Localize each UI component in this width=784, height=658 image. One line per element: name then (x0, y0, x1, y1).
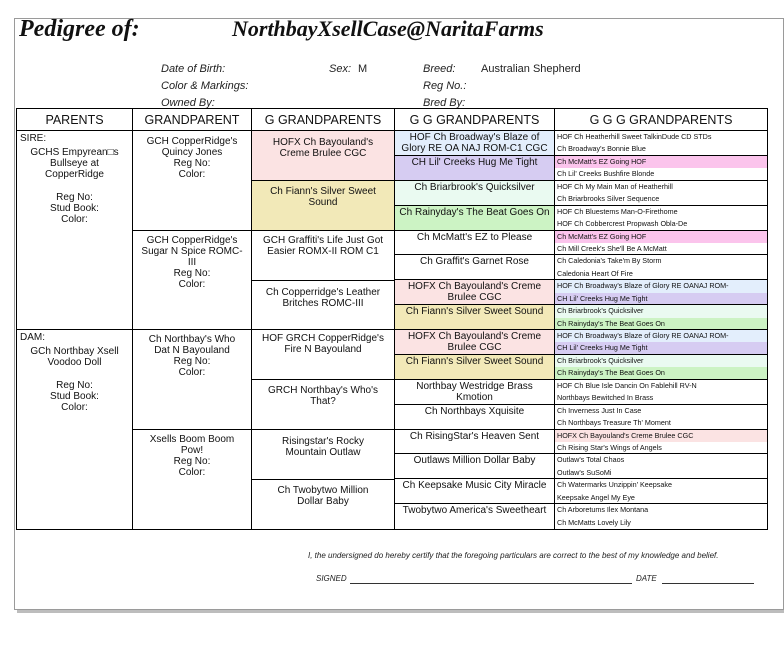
ggg-grandparent-cell: HOF Ch Bluestems Man-O-Firethome (555, 206, 767, 218)
ggg-grandparent-cell: Ch McMatt's EZ Going HOF (555, 156, 767, 168)
grandparent-color: Color: (178, 169, 206, 180)
gg-grandparent-cell: Ch Fiann's Silver Sweet Sound (395, 305, 555, 330)
sire-label: SIRE: (20, 133, 47, 144)
signature-line[interactable] (350, 583, 632, 584)
sire-stud-book: Stud Book: (50, 203, 99, 214)
sex-label: Sex: (329, 63, 352, 75)
color-markings-label: Color & Markings: (161, 80, 249, 92)
grandparent-name: GCH CopperRidge's Quincy Jones (146, 136, 238, 158)
gg-grandparent-cell: Outlaws Million Dollar Baby (395, 454, 555, 479)
grandparent-color: Color: (178, 367, 206, 378)
column-header: G GRANDPARENTS (252, 109, 395, 131)
signed-label: SIGNED (316, 574, 347, 583)
dam-color: Color: (61, 402, 88, 413)
ggg-grandparent-cell: CH Lil' Creeks Hug Me Tight (555, 293, 767, 305)
sire-name: GCHS Empyrean□s Bullseye at CopperRidge (30, 147, 119, 180)
g-grandparent-cell: Risingstar's Rocky Mountain Outlaw (252, 430, 395, 480)
gg-grandparent-cell: Northbay Westridge Brass Kmotion (395, 380, 555, 405)
grandparent-color: Color: (178, 467, 206, 478)
ggg-grandparent-cell: Ch Northbays Treasure Th' Moment (555, 417, 767, 429)
ggg-grandparent-cell: Ch Lil' Creeks Bushfire Blonde (555, 168, 767, 180)
ggg-grandparent-cell: Ch McMatt's EZ Going HOF (555, 231, 767, 243)
gg-grandparent-cell: Ch McMatt's EZ to Please (395, 231, 555, 256)
gg-grandparent-cell: Ch RisingStar's Heaven Sent (395, 430, 555, 455)
grandparent-name: Ch Northbay's Who Dat N Bayouland (148, 334, 236, 356)
dam-reg: Reg No: (56, 380, 93, 391)
ggg-grandparent-cell: Ch Rainyday's The Beat Goes On (555, 367, 767, 379)
gg-grandparent-cell: CH Lil' Creeks Hug Me Tight (395, 156, 555, 181)
reg-no-label: Reg No.: (423, 80, 467, 92)
dog-name: NorthbayXsellCase@NaritaFarms (232, 16, 544, 41)
sex-value: M (358, 63, 368, 75)
ggg-grandparent-cell: HOF Ch My Main Man of Heatherhill (555, 181, 767, 193)
gg-grandparent-cell: HOFX Ch Bayouland's Creme Brulee CGC (395, 280, 555, 305)
gg-grandparent-cell: Ch Fiann's Silver Sweet Sound (395, 355, 555, 380)
g-grandparent-cell: Ch Twobytwo Million Dollar Baby (252, 480, 395, 529)
gg-grandparent-cell: Ch Keepsake Music City Miracle (395, 479, 555, 504)
owned-by-label: Owned By: (161, 97, 215, 109)
ggg-grandparent-cell: HOFX Ch Bayouland's Creme Brulee CGC (555, 430, 767, 442)
grandparent-cell (133, 430, 252, 529)
sire-cell (17, 131, 133, 330)
dam-label: DAM: (20, 332, 45, 343)
ggg-grandparent-cell: Northbays Bewitched In Brass (555, 392, 767, 404)
ggg-grandparent-cell: Ch Briarbrook's Quicksilver (555, 305, 767, 317)
breed-value: Australian Shepherd (481, 63, 581, 75)
grandparent-reg: Reg No: (173, 456, 211, 467)
grandparent-color: Color: (178, 279, 206, 290)
column-header: GRANDPARENT (133, 109, 252, 131)
ggg-grandparent-cell: Ch Rainyday's The Beat Goes On (555, 318, 767, 330)
sire-reg: Reg No: (56, 192, 93, 203)
gg-grandparent-cell: Ch Northbays Xquisite (395, 405, 555, 430)
column-header: G G G GRANDPARENTS (555, 109, 767, 131)
ggg-grandparent-cell: Ch Rising Star's Wings of Angels (555, 442, 767, 454)
g-grandparent-cell: Ch Copperridge's Leather Britches ROMC-III (252, 281, 395, 330)
g-grandparent-cell: GRCH Northbay's Who's That? (252, 380, 395, 430)
dam-cell (17, 330, 133, 529)
ggg-grandparent-cell: Ch McMatts Lovely Lily (555, 517, 767, 529)
grandparent-name: Xsells Boom Boom Pow! (149, 434, 235, 456)
certification-text: I, the undersigned do hereby certify that the foregoing particulars are correct to the best of my knowledge and belief. (308, 551, 719, 560)
ggg-grandparent-cell: HOF Ch Cobbercrest Propwash Obla-De (555, 218, 767, 230)
grandparent-cell (133, 231, 252, 330)
ggg-grandparent-cell: Ch Briarbrook's Quicksilver (555, 355, 767, 367)
g-grandparent-cell: GCH Graffiti's Life Just Got Easier ROMX-II ROM C1 (252, 231, 395, 281)
gg-grandparent-cell: Ch Graffit's Garnet Rose (395, 255, 555, 280)
ggg-grandparent-cell: Outlaw's SuSoMi (555, 467, 767, 479)
ggg-grandparent-cell: HOF Ch Broadway's Blaze of Glory RE OANAJ ROM- (555, 330, 767, 342)
gg-grandparent-cell: HOF Ch Broadway's Blaze of Glory RE OA NAJ ROM-C1 CGC (395, 131, 555, 156)
g-grandparent-cell: Ch Fiann's Silver Sweet Sound (252, 181, 395, 231)
sire-color: Color: (61, 214, 88, 225)
g-grandparent-cell: HOFX Ch Bayouland's Creme Brulee CGC (252, 131, 395, 181)
grandparent-reg: Reg No: (173, 158, 211, 169)
ggg-grandparent-cell: Ch Broadway's Bonnie Blue (555, 143, 767, 155)
grandparent-reg: Reg No: (173, 268, 211, 279)
dam-name: GCh Northbay Xsell Voodoo Doll (30, 346, 119, 368)
ggg-grandparent-cell: Ch Caledonia's Take'm By Storm (555, 255, 767, 267)
ggg-grandparent-cell: Ch Briarbrooks Silver Sequence (555, 193, 767, 205)
dam-stud-book: Stud Book: (50, 391, 99, 402)
grandparent-cell (133, 131, 252, 231)
ggg-grandparent-cell: HOF Ch Blue Isle Dancin On Fablehill RV-N (555, 380, 767, 392)
ggg-grandparent-cell: CH Lil' Creeks Hug Me Tight (555, 342, 767, 354)
grandparent-reg: Reg No: (173, 356, 211, 367)
column-header: PARENTS (17, 109, 133, 131)
gg-grandparent-cell: HOFX Ch Bayouland's Creme Brulee CGC (395, 330, 555, 355)
ggg-grandparent-cell: Outlaw's Total Chaos (555, 454, 767, 466)
gg-grandparent-cell: Ch Briarbrook's Quicksilver (395, 181, 555, 206)
ggg-grandparent-cell: Ch Mill Creek's She'll Be A McMatt (555, 243, 767, 255)
column-header: G G GRANDPARENTS (395, 109, 555, 131)
ggg-grandparent-cell: Ch Inverness Just In Case (555, 405, 767, 417)
g-grandparent-cell: HOF GRCH CopperRidge's Fire N Bayouland (252, 330, 395, 380)
ggg-grandparent-cell: Ch Watermarks Unzippin' Keepsake (555, 479, 767, 491)
grandparent-name: GCH CopperRidge's Sugar N Spice ROMC-III (141, 235, 243, 268)
ggg-grandparent-cell: Keepsake Angel My Eye (555, 492, 767, 504)
date-label: DATE (636, 574, 657, 583)
grandparent-cell (133, 330, 252, 430)
gg-grandparent-cell: Twobytwo America's Sweetheart (395, 504, 555, 529)
bred-by-label: Bred By: (423, 97, 466, 109)
breed-label: Breed: (423, 63, 456, 75)
dob-label: Date of Birth: (161, 63, 226, 75)
ggg-grandparent-cell: HOF Ch Heatherhill Sweet TalkinDude CD STDs (555, 131, 767, 143)
gg-grandparent-cell: Ch Rainyday's The Beat Goes On (395, 206, 555, 231)
date-line[interactable] (662, 583, 754, 584)
pedigree-table (16, 108, 768, 530)
ggg-grandparent-cell: Ch Arboretums Ilex Montana (555, 504, 767, 516)
page-title: Pedigree of: (19, 16, 140, 42)
ggg-grandparent-cell: Caledonia Heart Of Fire (555, 268, 767, 280)
ggg-grandparent-cell: HOF Ch Broadway's Blaze of Glory RE OANAJ ROM- (555, 280, 767, 292)
